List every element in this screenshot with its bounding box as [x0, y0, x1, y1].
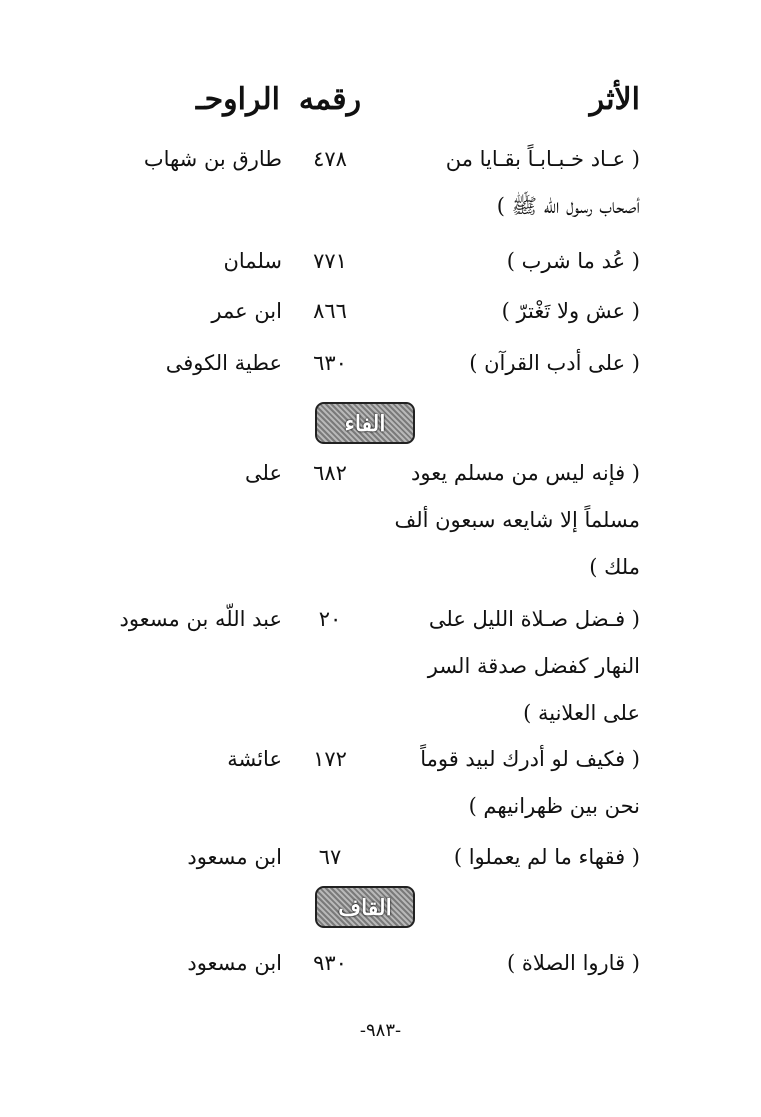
header-narrator: الراوحـ — [195, 82, 280, 117]
entry-narrator: سلمان — [223, 249, 282, 273]
entry-line: ( على أدب القرآن ) — [469, 351, 640, 375]
entry-narrator: ابن مسعود — [187, 845, 282, 869]
entry-number: ٦٣٠ — [313, 351, 347, 375]
entry-text — [385, 238, 640, 285]
entry-line: ( فكيف لو أدرك لبيد قوماً — [420, 747, 640, 771]
entry-narrator: عبد اللّه بن مسعود — [119, 607, 282, 631]
entry-number: ٨٦٦ — [313, 299, 347, 323]
entry-line: ( عـاد خـبـابـاً بقـايا من — [445, 147, 640, 171]
entry-narrator: ابن مسعود — [187, 951, 282, 975]
entry-number: ٧٧١ — [313, 249, 347, 273]
entry-narrator: عائشة — [227, 747, 282, 771]
entry-narrator: ابن عمر — [211, 299, 282, 323]
entry-line: مسلماً إلا شايعه سبعون ألف — [394, 508, 640, 532]
entry-text — [385, 736, 640, 830]
header-athar: الأثر — [589, 82, 640, 117]
entry-number: ٢٠ — [318, 607, 342, 631]
entry-line: على العلانية ) — [523, 701, 640, 725]
entry-text — [385, 940, 640, 987]
entry-text — [385, 596, 640, 737]
entry-number: ٩٣٠ — [313, 951, 347, 975]
section-badge-qaf: القاف — [315, 886, 415, 928]
entry-narrator: طارق بن شهاب — [143, 147, 282, 171]
entry-text — [385, 834, 640, 881]
entry-line: ملك ) — [589, 555, 640, 579]
entry-line: ( عُد ما شرب ) — [506, 249, 640, 273]
entry-line: ( فـضل صـلاة الليل على — [428, 607, 640, 631]
entry-line: نحن بين ظهرانيهم ) — [468, 794, 640, 818]
entry-text — [385, 136, 640, 230]
entry-line: أصحاب رسول اللّه ﷺ ) — [496, 194, 640, 218]
entry-line: ( قاروا الصلاة ) — [507, 951, 640, 975]
entry-number: ٦٨٢ — [313, 461, 347, 485]
entry-line: ( فقهاء ما لم يعملوا ) — [453, 845, 640, 869]
entry-line: ( فإنه ليس من مسلم يعود — [411, 461, 640, 485]
entry-number: ٤٧٨ — [313, 147, 347, 171]
entry-text — [385, 340, 640, 387]
section-badge-fa: الفاء — [315, 402, 415, 444]
entry-line: ( عش ولا تَغْترّ ) — [501, 299, 640, 323]
entry-text — [385, 288, 640, 335]
entry-text — [385, 450, 640, 591]
page-number: -٩٨٣- — [359, 1020, 402, 1041]
header-number: رقمه — [298, 82, 362, 117]
entry-narrator: على — [245, 461, 282, 485]
entry-number: ١٧٢ — [313, 747, 347, 771]
entry-narrator: عطية الكوفى — [165, 351, 282, 375]
entry-number: ٦٧ — [318, 845, 342, 869]
table-header — [0, 82, 761, 126]
entry-line: النهار كفضل صدقة السر — [427, 654, 640, 678]
